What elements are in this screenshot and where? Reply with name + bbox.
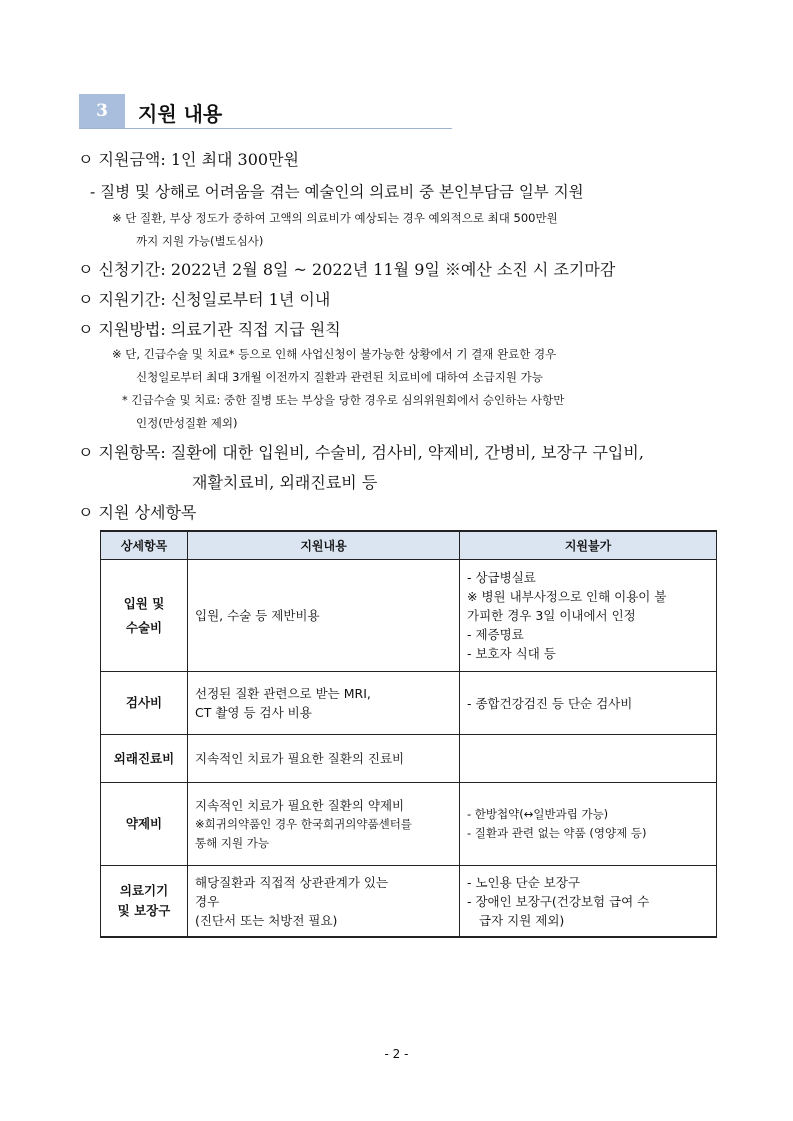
excluded-text: - 질환과 관련 없는 약품 (영양제 등) bbox=[467, 826, 647, 840]
excluded-text: - 종합건강검진 등 단순 검사비 bbox=[467, 695, 633, 711]
table-row bbox=[101, 560, 717, 672]
content-text: 입원, 수술 등 제반비용 bbox=[195, 608, 320, 623]
support-amount-line: ㅇ 지원금액: 1인 최대 300만원 bbox=[78, 150, 300, 169]
category-text: 검사비 bbox=[125, 695, 163, 710]
excluded-cell bbox=[460, 783, 717, 866]
excluded-cell bbox=[460, 866, 717, 938]
content-text: 해당질환과 직접적 상관관계가 있는 bbox=[195, 874, 389, 890]
table-header-row bbox=[101, 531, 717, 560]
content-text: 지속적인 치료가 필요한 질환의 약제비 bbox=[195, 797, 405, 813]
content-cell bbox=[188, 672, 460, 735]
excluded-text: - 장애인 보장구(건강보험 급여 수 bbox=[467, 893, 650, 909]
support-method-note-4: 인정(만성질환 제외) bbox=[136, 416, 238, 430]
category-cell bbox=[101, 672, 188, 735]
table-row bbox=[101, 735, 717, 783]
content-text: 통해 지원 가능 bbox=[195, 835, 269, 850]
table-row bbox=[101, 866, 717, 938]
table-row bbox=[101, 672, 717, 735]
excluded-text: - 상급병실료 bbox=[467, 570, 536, 585]
content-text: CT 촬영 등 검사 비용 bbox=[195, 705, 312, 720]
content-text: 경우 bbox=[195, 893, 220, 909]
support-method-note-1: ※ 단, 긴급수술 및 치료* 등으로 인해 사업신청이 불가능한 상황에서 기 결재 완료한 경우 bbox=[112, 347, 557, 361]
content-text: 지속적인 치료가 필요한 질환의 진료비 bbox=[195, 751, 405, 766]
header-content: 지원내용 bbox=[188, 531, 460, 560]
excluded-text: 급자 지원 제외) bbox=[479, 912, 565, 928]
support-amount-detail: - 질병 및 상해로 어려움을 겪는 예술인의 의료비 중 본인부담금 일부 지원 bbox=[90, 183, 584, 201]
category-cell bbox=[101, 735, 188, 783]
excluded-cell bbox=[460, 560, 717, 672]
category-cell bbox=[101, 866, 188, 938]
category-text: 의료기기 bbox=[119, 883, 169, 898]
page-number: - 2 - bbox=[384, 1047, 409, 1061]
support-method-line: ㅇ 지원방법: 의료기관 직접 지급 원칙 bbox=[78, 320, 341, 339]
excluded-cell bbox=[460, 735, 717, 783]
content-text: 선정된 질환 관련으로 받는 MRI, bbox=[195, 686, 371, 701]
category-cell bbox=[101, 783, 188, 866]
excluded-text: - 보호자 식대 등 bbox=[467, 646, 556, 661]
excluded-text: 가피한 경우 3일 이내에서 인정 bbox=[467, 608, 636, 623]
excluded-text: - 노인용 단순 보장구 bbox=[467, 874, 581, 890]
excluded-cell bbox=[460, 672, 717, 735]
support-detail-table bbox=[100, 530, 717, 938]
category-text: 외래진료비 bbox=[113, 750, 175, 766]
support-amount-note-1: ※ 단 질환, 부상 정도가 중하여 고액의 의료비가 예상되는 경우 예외적으로 최대 500만원 bbox=[112, 211, 558, 225]
content-cell bbox=[188, 735, 460, 783]
section-number: 3 bbox=[79, 94, 125, 128]
support-items-line-2: 재활치료비, 외래진료비 등 bbox=[192, 473, 378, 492]
section-title: 지원 내용 bbox=[138, 102, 223, 126]
excluded-text: ※ 병원 내부사정으로 인해 이용이 불 bbox=[467, 589, 667, 604]
content-text: ※희귀의약품인 경우 한국희귀의약품센터를 bbox=[195, 816, 412, 831]
category-text: 입원 및 bbox=[123, 595, 165, 611]
category-text: 및 보장구 bbox=[117, 903, 171, 918]
excluded-text: - 제증명료 bbox=[467, 627, 524, 642]
detail-items-heading: ㅇ 지원 상세항목 bbox=[78, 503, 197, 522]
header-excluded: 지원불가 bbox=[460, 531, 717, 560]
support-amount-note-2: 까지 지원 가능(별도심사) bbox=[136, 234, 264, 248]
excluded-text: - 한방첩약(↔일반과립 가능) bbox=[467, 807, 609, 821]
support-method-note-3: * 긴급수술 및 치료: 중한 질병 또는 부상을 당한 경우로 심의위원회에서 승인하는 사항만 bbox=[122, 393, 565, 407]
category-text: 수술비 bbox=[125, 619, 163, 635]
application-period-line: ㅇ 신청기간: 2022년 2월 8일 ~ 2022년 11월 9일 ※예산 소진 시 조기마감 bbox=[78, 260, 616, 279]
category-cell bbox=[101, 560, 188, 672]
section-underline bbox=[79, 128, 452, 129]
content-cell bbox=[188, 560, 460, 672]
table-row bbox=[101, 783, 717, 866]
support-period-line: ㅇ 지원기간: 신청일로부터 1년 이내 bbox=[78, 290, 331, 309]
content-cell bbox=[188, 866, 460, 938]
header-category: 상세항목 bbox=[101, 531, 188, 560]
content-cell bbox=[188, 783, 460, 866]
support-method-note-2: 신청일로부터 최대 3개월 이전까지 질환과 관련된 치료비에 대하여 소급지원 가능 bbox=[136, 370, 543, 384]
content-text: (진단서 또는 처방전 필요) bbox=[195, 912, 338, 928]
category-text: 약제비 bbox=[125, 816, 163, 831]
support-items-line-1: ㅇ 지원항목: 질환에 대한 입원비, 수술비, 검사비, 약제비, 간병비, 보장구 구입비, bbox=[78, 443, 644, 462]
